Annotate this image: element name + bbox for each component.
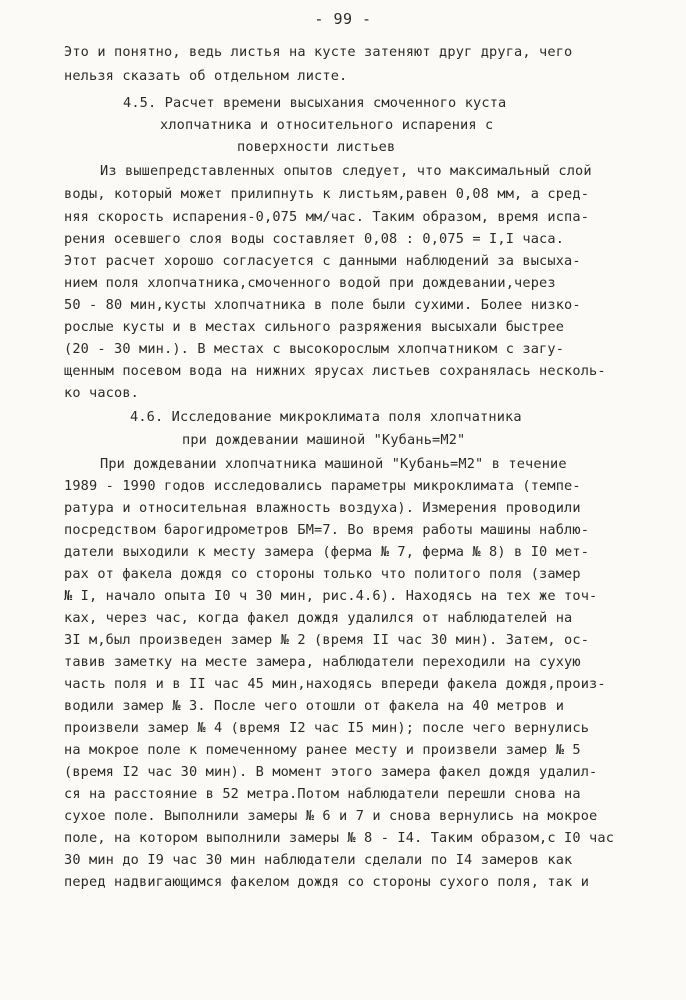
text-line: произвели замер № 4 (время I2 час I5 мин); после чего вернулись bbox=[64, 720, 590, 736]
page-number: - 99 - bbox=[314, 10, 372, 28]
text-line: Этот расчет хорошо согласуется с данными наблюдений за высыха- bbox=[64, 253, 581, 269]
text-line: (20 - 30 мин.). В местах с высокорослым хлопчатником с загу- bbox=[64, 341, 565, 357]
text-line: тавив заметку на месте замера, наблюдатели переходили на сухую bbox=[64, 654, 581, 670]
text-line: 50 - 80 мин,кусты хлопчатника в поле были сухими. Более низко- bbox=[64, 297, 581, 313]
text-line: рения осевшего слоя воды составляет 0,08 : 0,075 = I,I часа. bbox=[64, 231, 565, 247]
text-line: ках, через час, когда факел дождя удалился от наблюдателей на bbox=[64, 610, 573, 626]
text-line: няя скорость испарения-0,075 мм/час. Таким образом, время испа- bbox=[64, 209, 590, 225]
text-line: рах от факела дождя со стороны только что политого поля (замер bbox=[64, 566, 581, 582]
text-line: Из вышепредставленных опытов следует, что максимальный слой bbox=[100, 163, 592, 179]
section-heading: хлопчатника и относительного испарения с bbox=[160, 117, 494, 133]
text-line: 1989 - 1990 годов исследовались параметры микроклимата (темпе- bbox=[64, 478, 581, 494]
section-heading: 4.6. Исследование микроклимата поля хлопчатника bbox=[130, 409, 522, 425]
text-line: поле, на котором выполнили замеры № 8 - I4. Таким образом,с I0 час bbox=[64, 830, 615, 846]
text-line: ратура и относительная влажность воздуха). Измерения проводили bbox=[64, 500, 581, 516]
text-line: рослые кусты и в местах сильного разряжения высыхали быстрее bbox=[64, 319, 565, 335]
text-line: ся на расстояние в 52 метра.Потом наблюдатели перешли снова на bbox=[64, 786, 581, 802]
text-line: № I, начало опыта I0 ч 30 мин, рис.4.6). Находясь на тех же точ- bbox=[64, 588, 598, 604]
text-line: сухое поле. Выполнили замеры № 6 и 7 и снова вернулись на мокрое bbox=[64, 808, 598, 824]
text-line: часть поля и в II час 45 мин,находясь впереди факела дождя,произ- bbox=[64, 676, 606, 692]
text-line: При дождевании хлопчатника машиной "Кубань=М2" в течение bbox=[100, 456, 567, 472]
text-line: нельзя сказать об отдельном листе. bbox=[64, 68, 348, 84]
section-heading: при дождевании машиной "Кубань=М2" bbox=[182, 432, 466, 448]
text-line: воды, который может прилипнуть к листьям,равен 0,08 мм, а сред- bbox=[64, 186, 590, 202]
text-line: водили замер № 3. После чего отошли от факела на 40 метров и bbox=[64, 698, 565, 714]
text-line: 30 мин до I9 час 30 мин наблюдатели сделали по I4 замеров как bbox=[64, 852, 573, 868]
text-line: щенным посевом вода на нижних ярусах листьев сохранялась несколь- bbox=[64, 363, 606, 379]
text-line: нием поля хлопчатника,смоченного водой при дождевании,через bbox=[64, 275, 556, 291]
text-line: ко часов. bbox=[64, 385, 140, 401]
section-heading: поверхности листьев bbox=[237, 139, 396, 155]
text-line: на мокрое поле к помеченному ранее месту и произвели замер № 5 bbox=[64, 742, 581, 758]
text-line: посредством барогидрометров БМ=7. Во время работы машины наблю- bbox=[64, 522, 590, 538]
section-heading: 4.5. Расчет времени высыхания смоченного куста bbox=[123, 95, 507, 111]
text-line: 3I м,был произведен замер № 2 (время II час 30 мин). Затем, ос- bbox=[64, 632, 590, 648]
text-line: (время I2 час 30 мин). В момент этого замера факел дождя удалил- bbox=[64, 764, 598, 780]
text-line: датели выходили к месту замера (ферма № 7, ферма № 8) в I0 мет- bbox=[64, 544, 590, 560]
text-line: перед надвигающимся факелом дождя со стороны сухого поля, так и bbox=[64, 874, 590, 890]
text-line: Это и понятно, ведь листья на кусте затеняют друг друга, чего bbox=[64, 44, 573, 60]
